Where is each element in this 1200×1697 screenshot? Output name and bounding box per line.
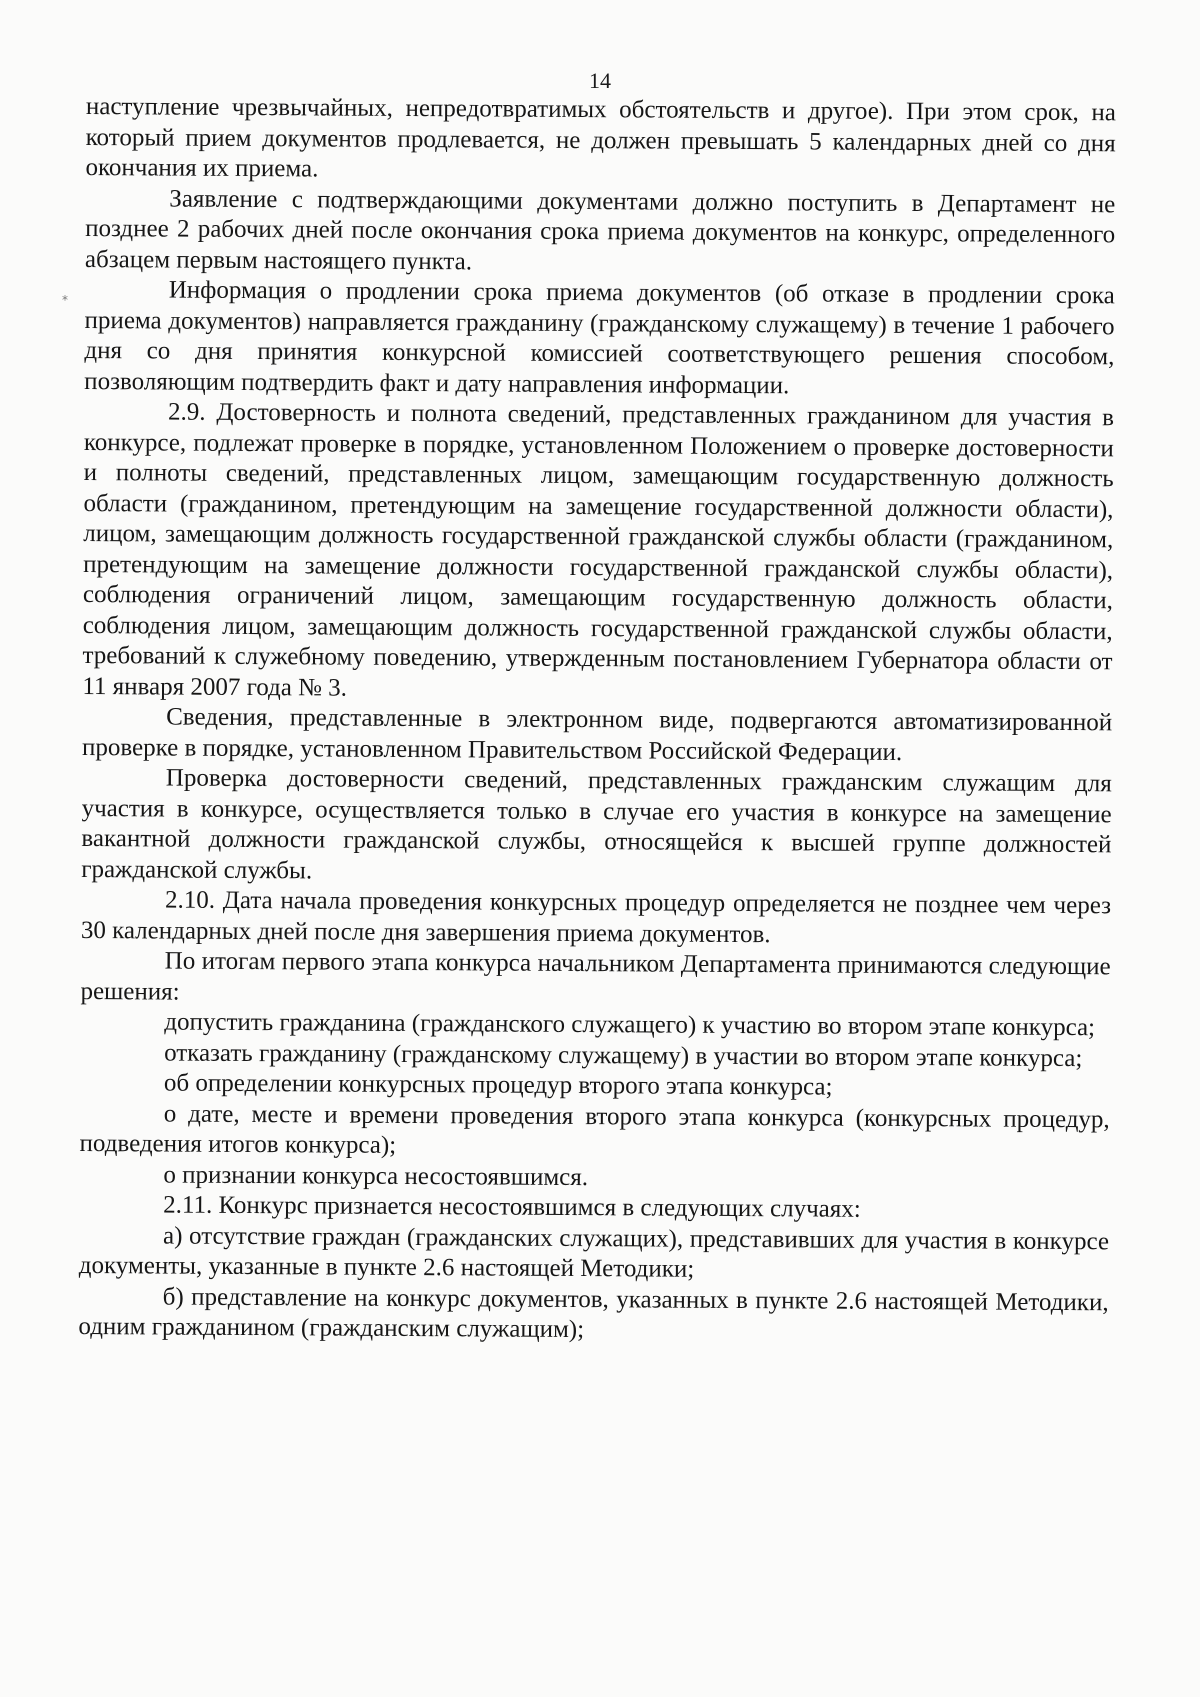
list-item-admit: допустить гражданина (гражданского служащего) к участию во втором этапе конкурса;	[164, 1008, 1096, 1042]
list-item-a: а) отсутствие граждан (гражданских служащих), представивших для участия в конкурсе документы, указанные в пункте 2.6 настоящей Методики;	[78, 1221, 1110, 1283]
margin-mark: *	[62, 293, 68, 307]
paragraph-continuation: наступление чрезвычайных, непредотвратимых обстоятельств и другое). При этом срок, на который прием документов продлевается, не должен превышать 5 календарных дней со дня окончания их приема.	[85, 92, 1116, 183]
page-number: 14	[589, 68, 611, 93]
paragraph-verification: Проверка достоверности сведений, представленных гражданским служащим для участия в конкурсе, осуществляется только в случае его участия в конкурсе на замещение вакантной должности гражданской службы, относящейся к высшей группе должностей гражданской службы.	[81, 764, 1112, 884]
paragraph-application: Заявление с подтверждающими документами должно поступить в Департамент не позднее 2 рабочих дней после окончания срока приема документов на конкурс, определенного абзацем первым настоящего пункта.	[84, 185, 1116, 275]
paragraph-2-11: 2.11. Конкурс признается несостоявшимся в следующих случаях:	[163, 1191, 861, 1223]
paragraph-2-9: 2.9. Достоверность и полнота сведений, представленных гражданином для участия в конкурсе, подлежат проверке в порядке, установленном Положением о проверке достоверности и полноты сведений, представленных лицом, замещающим государственную должность области (гражданином, претендующим на замещение государственной должности области), лицом, замещающим должность государственной гражданской службы области (гражданином, претендующим на замещение должности государственной гражданской службы области), соблюдения ограничений лицом, замещающим государственную должность области, соблюдения лицом, замещающим должность государственной гражданской службы области, требований к служебному поведению, утвержденным постановлением Губернатора области от 11 января 2007 года № 3.	[82, 398, 1115, 702]
list-item-refuse: отказать гражданину (гражданскому служащему) в участии во втором этапе конкурса;	[164, 1038, 1083, 1072]
document-body	[78, 92, 1116, 1349]
list-item-b: б) представление на конкурс документов, указанных в пункте 2.6 настоящей Методики, одним гражданином (гражданским служащим);	[78, 1282, 1109, 1344]
paragraph-first-stage-results: По итогам первого этапа конкурса начальником Департамента принимаются следующие решения:	[80, 947, 1111, 1006]
list-item-procedures: об определении конкурсных процедур второго этапа конкурса;	[163, 1069, 833, 1101]
list-item-failed: о признании конкурса несостоявшимся.	[163, 1160, 589, 1191]
paragraph-electronic-check: Сведения, представленные в электронном виде, подвергаются автоматизированной проверке в порядке, установленном Правительством Российской Федерации.	[81, 703, 1113, 766]
paragraph-2-10: 2.10. Дата начала проведения конкурсных процедур определяется не позднее чем через 30 календарных дней после дня завершения приема документов.	[80, 886, 1112, 948]
list-item-date-place: о дате, месте и времени проведения второго этапа конкурса (конкурсных процедур, подведения итогов конкурса);	[79, 1099, 1110, 1159]
paragraph-extension-info: Информация о продлении срока приема документов (об отказе в продлении срока приема документов) направляется гражданину (гражданскому служащему) в течение 1 рабочего дня со дня принятия конкурсной комиссией соответствующего решения способом, позволяющим подтвердить факт и дату направления информации.	[84, 276, 1115, 399]
